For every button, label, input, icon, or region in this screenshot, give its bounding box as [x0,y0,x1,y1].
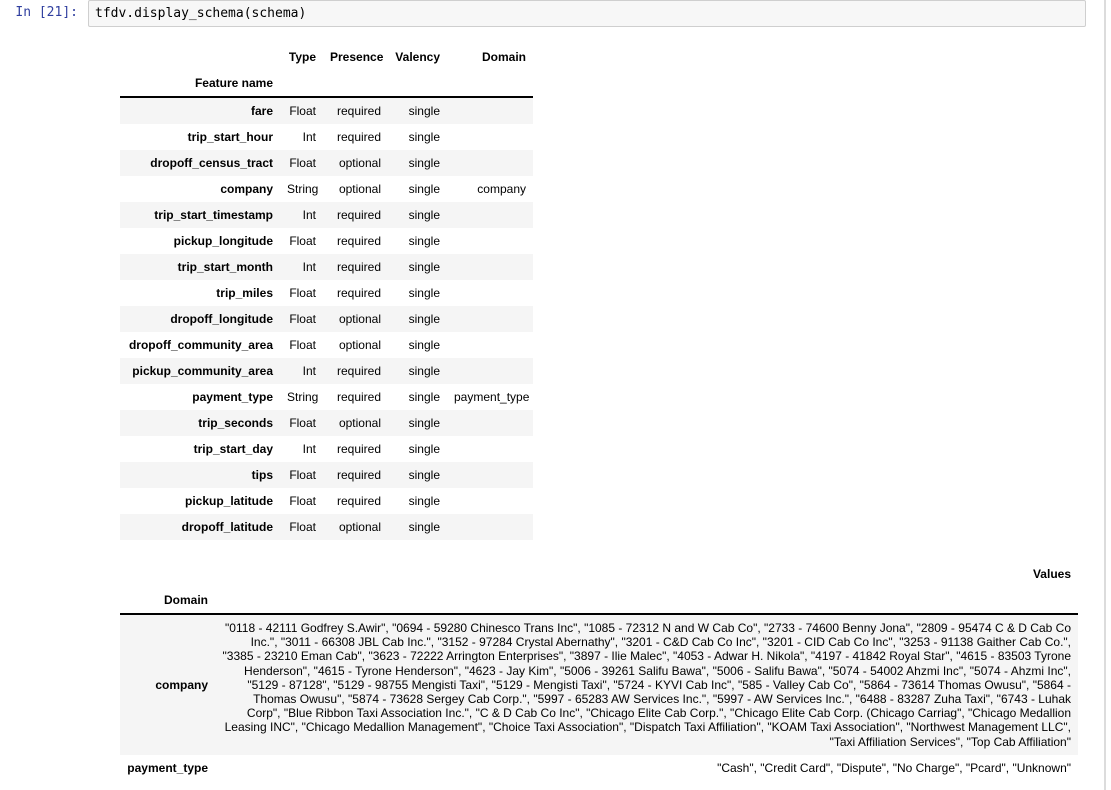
input-prompt: In [21]: [15,5,78,20]
domain-cell: company [477,182,526,196]
presence-cell: required [336,390,381,404]
domain-cell [447,488,533,514]
table-row [120,280,533,306]
presence-cell: required [336,208,381,222]
valency-cell: single [408,468,440,482]
column-header-presence: Presence [330,50,384,64]
type-cell: Int [302,260,316,274]
notebook-container-edge-line [1104,0,1106,790]
domain-cell [447,150,533,176]
valency-cell: single [408,104,440,118]
valency-cell: single [408,312,440,326]
type-cell: Float [289,468,316,482]
feature-name-cell: company [220,182,273,196]
presence-cell: required [336,442,381,456]
feature-name-cell: dropoff_census_tract [150,156,273,170]
table-row [120,202,533,228]
type-cell: Int [302,130,316,144]
valency-cell: single [408,390,440,404]
type-cell: Float [289,520,316,534]
type-cell: Float [289,338,316,352]
type-cell: Float [289,416,316,430]
column-header-domain: Domain [481,50,526,64]
type-cell: String [287,390,319,404]
code-editor[interactable] [88,0,1086,27]
presence-cell: optional [338,338,381,352]
table-row [120,755,1078,781]
domain-cell [447,358,533,384]
table-row [120,228,533,254]
domain-cell [447,254,533,280]
domains-table-index-name-row [120,587,1078,614]
presence-cell: required [336,130,381,144]
table-row [120,150,533,176]
type-cell: Float [289,286,316,300]
table-row [120,358,533,384]
domain-cell [447,202,533,228]
domain-values-cell: "Cash", "Credit Card", "Dispute", "No Charge", "Pcard", "Unknown" [717,760,1071,775]
feature-name-cell: dropoff_longitude [170,312,273,326]
type-cell: Int [302,442,316,456]
domain-values-cell: "0118 - 42111 Godfrey S.Awir", "0694 - 59280 Chinesco Trans Inc", "1085 - 72312 N and W Cab Co", "2733 - 74600 Benny Jona", "2809 - 95474 C & D Cab Co Inc.", "3011 - 66308 JBL Cab Inc.", "3152 - 97284 Crystal Abernathy", "3201 - C&D Cab Co Inc", "3201 - CID Cab Co Inc", "3253 - 91138 Gaither Cab Co.", "3385 - 23210 Eman Cab", "3623 - 72222 Arrington Enterprises", "3897 - Ilie Malec", "4053 - Adwar H. Nikola", "4197 - 41842 Royal Star", "4615 - 83503 Tyrone Henderson", "4615 - Tyrone Henderson", "4623 - Jay Kim", "5006 - 39261 Salifu Bawa", "5006 - Salifu Bawa", "5074 - 54002 Ahzmi Inc", "5074 - Ahzmi Inc", "5129 - 87128", "5129 - 98755 Mengisti Taxi", "5129 - Mengisti Taxi", "5724 - KYVI Cab Inc", "585 - Valley Cab Co", "5864 - 73614 Thomas Owusu", "5864 - Thomas Owusu", "5874 - 73628 Sergey Cab Corp.", "5997 - 65283 AW Services Inc.", "5997 - AW Services Inc.", "6488 - 83287 Zuha Taxi", "6743 - Luhak Corp", "Blue Ribbon Taxi Association Inc.", "C & D Cab Co Inc", "Chicago Elite Cab Corp.", "Chicago Elite Cab Corp. (Chicago Carriag", "Chicago Medallion Leasing INC", "Chicago Medallion Management", "Choice Taxi Association", "Dispatch Taxi Affiliation", "KOAM Taxi Association", "Northwest Management LLC", "Taxi Affiliation Services", "Top Cab Affiliation" [222,621,1071,749]
table-row [120,514,533,540]
valency-cell: single [408,494,440,508]
valency-cell: single [408,286,440,300]
code-text: tfdv.display_schema(schema) [95,6,307,21]
table-row [120,436,533,462]
column-header-valency: Valency [395,50,440,64]
type-cell: Int [302,208,316,222]
schema-table-body [120,97,533,540]
presence-cell: optional [338,416,381,430]
type-cell: Float [289,156,316,170]
empty-corner-cell [120,561,215,587]
jupyter-code-cell [0,0,1111,27]
valency-cell: single [408,208,440,222]
domain-cell [447,124,533,150]
domain-cell [447,332,533,358]
domain-cell: payment_type [454,390,530,404]
presence-cell: optional [338,312,381,326]
domain-cell [447,97,533,124]
schema-table-index-name-row [120,70,533,97]
domain-cell [447,410,533,436]
feature-name-cell: pickup_longitude [173,234,273,248]
table-row [120,254,533,280]
table-row [120,124,533,150]
valency-cell: single [408,442,440,456]
valency-cell: single [408,156,440,170]
cell-output-area [120,44,1111,781]
valency-cell: single [408,364,440,378]
domain-cell [447,436,533,462]
valency-cell: single [408,234,440,248]
feature-name-cell: trip_miles [216,286,273,300]
index-name-feature-name: Feature name [120,70,280,97]
table-row [120,97,533,124]
feature-name-cell: dropoff_community_area [128,338,273,352]
table-row [120,306,533,332]
feature-name-cell: tips [251,468,273,482]
table-row [120,176,533,202]
domain-cell [447,228,533,254]
table-row [120,384,533,410]
domain-cell [447,514,533,540]
feature-name-cell: trip_start_timestamp [154,208,273,222]
presence-cell: required [336,364,381,378]
valency-cell: single [408,182,440,196]
presence-cell: required [336,286,381,300]
feature-name-cell: payment_type [192,390,273,404]
feature-name-cell: trip_seconds [198,416,273,430]
presence-cell: optional [338,182,381,196]
column-header-values: Values [1032,567,1071,581]
valency-cell: single [408,130,440,144]
domains-table [120,561,1078,781]
presence-cell: optional [338,156,381,170]
type-cell: Int [302,364,316,378]
domains-table-column-header-row [120,561,1078,587]
table-row [120,488,533,514]
column-header-type: Type [288,50,316,64]
valency-cell: single [408,416,440,430]
valency-cell: single [408,260,440,274]
feature-name-cell: pickup_community_area [132,364,273,378]
table-row [120,332,533,358]
domain-cell [447,280,533,306]
presence-cell: required [336,234,381,248]
type-cell: Float [289,234,316,248]
schema-table [120,44,533,540]
presence-cell: required [336,468,381,482]
type-cell: String [287,182,319,196]
feature-name-cell: trip_start_month [177,260,273,274]
feature-name-cell: trip_start_hour [187,130,273,144]
index-name-domain: Domain [120,587,215,614]
schema-table-column-header-row [120,44,533,70]
domain-name-cell: company [155,677,208,692]
domain-cell [447,462,533,488]
domains-table-body [120,614,1078,781]
presence-cell: required [336,494,381,508]
empty-corner-cell [120,44,280,70]
valency-cell: single [408,338,440,352]
type-cell: Float [289,104,316,118]
type-cell: Float [289,494,316,508]
table-row [120,462,533,488]
type-cell: Float [289,312,316,326]
presence-cell: required [336,260,381,274]
domain-name-cell: payment_type [127,760,208,775]
presence-cell: required [336,104,381,118]
feature-name-cell: trip_start_day [193,442,273,456]
valency-cell: single [408,520,440,534]
domain-cell [447,306,533,332]
feature-name-cell: fare [250,104,273,118]
table-row [120,410,533,436]
table-row [120,614,1078,755]
feature-name-cell: dropoff_latitude [181,520,273,534]
presence-cell: optional [338,520,381,534]
feature-name-cell: pickup_latitude [184,494,273,508]
